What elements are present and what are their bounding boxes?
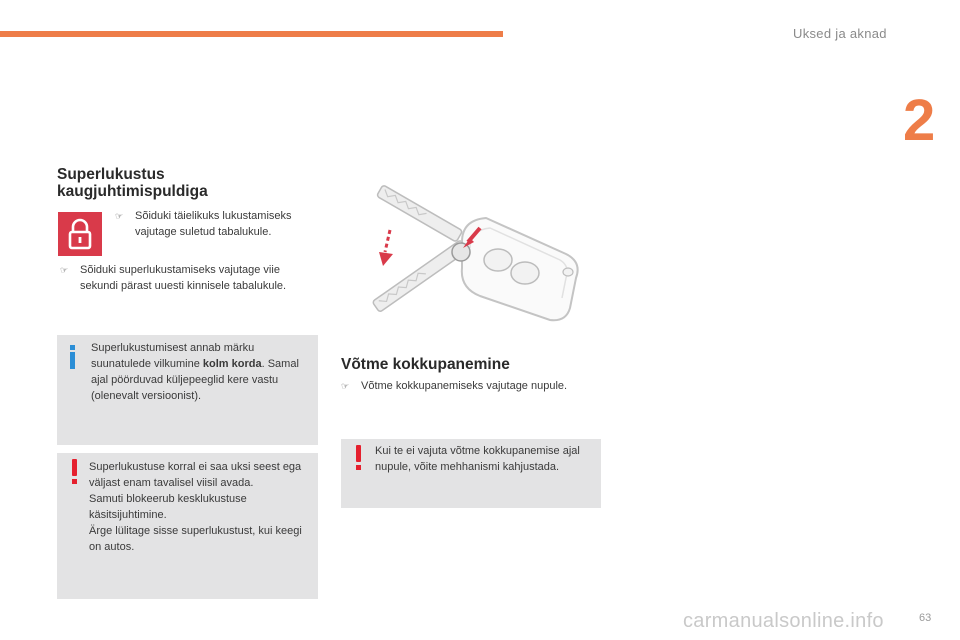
chapter-accent-bar (0, 31, 503, 37)
bullet-text: Võtme kokkupanemiseks vajutage nupule. (361, 380, 568, 392)
watermark: carmanualsonline.info (683, 610, 884, 632)
bullet-arrow-icon: ☞ (60, 265, 69, 275)
bullet-text: Sõiduki superlukustamiseks vajutage viie sekundi pärast uuesti kinnisele tabalukule. (80, 264, 287, 292)
bullet-key-fold (341, 378, 611, 394)
bullet-text: Sõiduki täielikuks lukustamiseks vajutage suletud tabalukule. (135, 210, 292, 238)
warning-icon (71, 459, 79, 485)
section-title-key-folding: Võtme kokkupanemine (341, 356, 510, 373)
bullet-arrow-icon: ☞ (115, 211, 124, 221)
warning-note-text: Superlukustuse korral ei saa uksi seest ega väljast enam tavalisel viisil avada. Samuti blokeerub kesklukustuse käsitsijuhtimine. Ärge lülitage sisse superlukustust, kui keegi on autos. (89, 461, 302, 553)
bullet-superlock (60, 262, 320, 294)
key-folding-illustration (370, 180, 590, 330)
warning-note-superlock (57, 453, 318, 599)
warning-note-text: Kui te ei vajuta võtme kokkupanemise ajal nupule, võite mehhanismi kahjustada. (375, 445, 580, 473)
emphasis-text: kolm korda (202, 358, 262, 370)
warning-note-key (341, 439, 601, 508)
bullet-full-lock (115, 208, 320, 240)
section-title-superlock: Superlukustus kaugjuhtimispuldiga (57, 166, 208, 200)
info-note (57, 335, 318, 445)
warning-icon (355, 445, 363, 471)
info-icon (68, 345, 78, 369)
page-number: 63 (919, 612, 932, 624)
bullet-arrow-icon: ☞ (341, 381, 350, 391)
info-note-text: Superlukustumisest annab märku suunatulede vilkumine kolm korda. Samal ajal pöörduvad küljepeeglid kere vastu (olenevalt versioonist). (91, 342, 299, 402)
lock-icon (58, 212, 102, 256)
chapter-title: Uksed ja aknad (793, 26, 887, 41)
chapter-number: 2 (903, 88, 936, 153)
